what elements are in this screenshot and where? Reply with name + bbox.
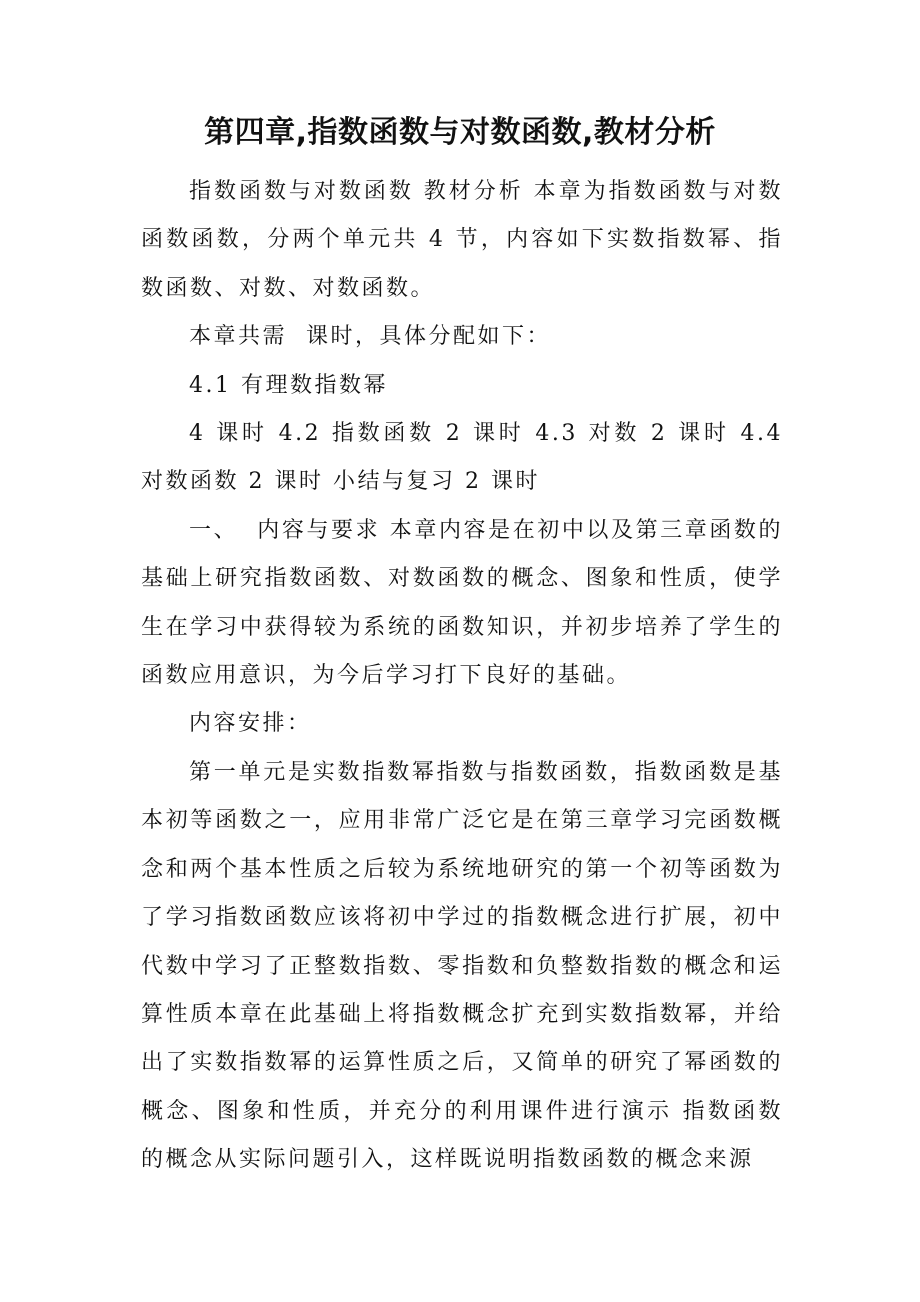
paragraph-unit-one: 第一单元是实数指数幂指数与指数函数，指数函数是基本初等函数之一，应用非常广泛它是在第三章学习完函数概念和两个基本性质之后较为系统地研究的第一个初等函数为了学习指数函数应该将初中学过的指数概念进行扩展，初中代数中学习了正整数指数、零指数和负整数指数的概念和运算性质本章在此基础上将指数概念扩充到实数指数幂，并给出了实数指数幂的运算性质之后，又简单的研究了幂函数的概念、图象和性质，并充分的利用课件进行演示 指数函数的概念从实际问题引入，这样既说明指数函数的概念来源 <box>141 759 783 1173</box>
paragraph-hours: 本章共需 课时，具体分配如下： <box>189 324 551 350</box>
paragraph-content-arrangement: 内容安排： <box>189 711 312 737</box>
paragraph-intro: 指数函数与对数函数 教材分析 本章为指数函数与对数函数函数，分两个单元共 4 节，内容如下实数指数幂、指数函数、对数、对数函数。 <box>141 179 783 301</box>
paragraph-section-4-1: 4.1 有理数指数幂 <box>189 372 388 398</box>
paragraph-content-requirements: 一、 内容与要求 本章内容是在初中以及第三章函数的基础上研究指数函数、对数函数的概念、图象和性质，使学生在学习中获得较为系统的函数知识，并初步培养了学生的函数应用意识，为今后学习打下良好的基础。 <box>141 517 783 689</box>
paragraph-schedule: 4 课时 4.2 指数函数 2 课时 4.3 对数 2 课时 4.4 对数函数 2 课时 小结与复习 2 课时 <box>141 421 793 495</box>
document-body <box>141 168 793 1185</box>
document-title: 第四章,指数函数与对数函数,教材分析 <box>204 115 716 150</box>
